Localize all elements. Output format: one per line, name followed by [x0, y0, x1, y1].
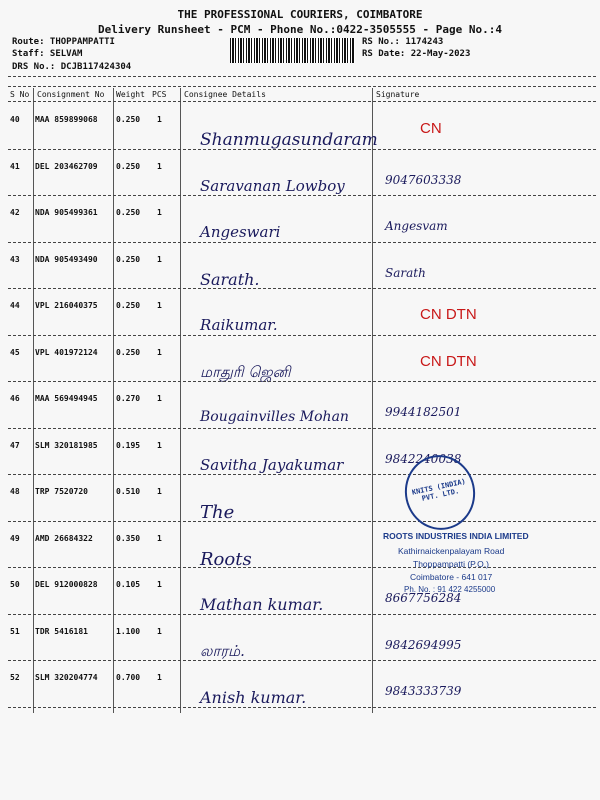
column-rule	[113, 88, 114, 713]
row-consignee-handwritten: மாதுரி ஜெனி	[200, 362, 291, 381]
row-divider	[8, 474, 596, 475]
row-consignment-no: TDR 5416181	[35, 626, 88, 636]
header-pcs: PCS	[152, 90, 167, 99]
header-weight: Weight	[116, 90, 145, 99]
row-pcs: 1	[157, 301, 162, 310]
row-consignment-no: VPL 216040375	[35, 301, 98, 310]
row-signature-handwritten: 9843333739	[385, 684, 462, 698]
row-sno: 47	[10, 440, 20, 450]
column-rule	[33, 88, 34, 713]
row-signature-handwritten: 9944182501	[385, 405, 462, 419]
row-weight: 0.250	[116, 161, 141, 171]
row-divider	[8, 614, 596, 615]
row-consignment-no: MAA 859899068	[35, 115, 98, 124]
row-sno: 50	[10, 580, 20, 589]
row-sno: 41	[10, 161, 20, 171]
row-weight: 0.250	[116, 115, 141, 124]
row-sno: 43	[10, 254, 20, 264]
route-label: Route: THOPPAMPATTI	[12, 37, 115, 47]
row-pcs: 1	[157, 533, 162, 543]
stamp-address-1: Kathirnaickenpalayam Road	[398, 546, 505, 556]
row-divider	[8, 288, 596, 289]
row-consignee-handwritten: Saravanan Lowboy	[200, 176, 345, 195]
column-rule	[180, 88, 181, 713]
row-consignee-handwritten: லாரம்.	[200, 641, 245, 660]
runsheet-subtitle: Delivery Runsheet - PCM - Phone No.:0422-3505555 - Page No.:4	[98, 23, 502, 36]
row-sno: 51	[10, 626, 20, 636]
row-consignee-handwritten: Sarath.	[200, 269, 260, 289]
row-consignment-no: TRP 7520720	[35, 487, 88, 496]
row-weight: 0.350	[116, 533, 141, 543]
row-consignee-handwritten: Mathan kumar.	[200, 595, 324, 614]
row-consignee-handwritten: Shanmugasundaram	[200, 130, 378, 150]
row-sno: 46	[10, 394, 20, 403]
row-weight: 0.250	[116, 301, 141, 310]
stamp-company: ROOTS INDUSTRIES INDIA LIMITED	[383, 531, 529, 541]
header-signature: Signature	[376, 90, 420, 99]
row-weight: 1.100	[116, 626, 141, 636]
row-divider	[8, 335, 596, 336]
row-divider	[8, 707, 596, 708]
row-pcs: 1	[157, 673, 162, 682]
drs-number: DRS No.: DCJB117424304	[12, 62, 132, 72]
row-pcs: 1	[157, 208, 162, 217]
row-consignment-no: MAA 569494945	[35, 394, 98, 403]
row-weight: 0.105	[116, 580, 141, 589]
row-consignment-no: NDA 905499361	[35, 208, 98, 217]
row-pcs: 1	[157, 254, 162, 264]
row-consignment-no: DEL 912000828	[35, 580, 98, 589]
header-consignee: Consignee Details	[184, 90, 266, 99]
row-signature-handwritten: 8667756284	[385, 591, 462, 605]
row-pcs: 1	[157, 487, 162, 496]
row-signature-handwritten: 9047603338	[385, 172, 462, 187]
row-sno: 42	[10, 208, 20, 217]
row-sno: 52	[10, 673, 20, 682]
seal-text: KNITS (INDIA) PVT. LTD.	[411, 477, 467, 503]
row-sno: 45	[10, 347, 20, 357]
row-divider	[8, 195, 596, 196]
row-consignment-no: VPL 401972124	[35, 347, 98, 357]
row-weight: 0.510	[116, 487, 141, 496]
row-signature-handwritten: 9842694995	[385, 637, 462, 652]
rs-date: RS Date: 22-May-2023	[362, 49, 471, 59]
row-divider	[8, 381, 596, 382]
row-sno: 40	[10, 115, 20, 124]
row-divider	[8, 567, 596, 568]
stamp-address-2: Thoppampatti (P.O.)	[413, 559, 489, 569]
row-divider	[8, 242, 596, 243]
row-consignee-handwritten: Anish kumar.	[200, 688, 307, 707]
row-consignment-no: SLM 320181985	[35, 440, 98, 450]
row-signature-handwritten: 9842240038	[385, 451, 462, 466]
row-pcs: 1	[157, 440, 162, 450]
row-weight: 0.250	[116, 254, 141, 264]
row-weight: 0.270	[116, 394, 141, 403]
row-consignment-no: SLM 320204774	[35, 673, 98, 682]
company-title: THE PROFESSIONAL COURIERS, COIMBATORE	[177, 8, 423, 21]
row-consignee-handwritten: Savitha Jayakumar	[200, 455, 344, 474]
row-weight: 0.250	[116, 347, 141, 357]
row-consignment-no: NDA 905493490	[35, 254, 98, 264]
row-signature-handwritten: Angesvam	[385, 219, 448, 233]
row-consignee-handwritten: Angeswari	[200, 223, 281, 241]
row-consignee-handwritten: Roots	[200, 548, 252, 570]
row-weight: 0.700	[116, 673, 141, 682]
row-sno: 48	[10, 487, 20, 496]
row-pcs: 1	[157, 626, 162, 636]
divider	[8, 86, 596, 87]
row-pcs: 1	[157, 115, 162, 124]
stamp-phone: Ph. No. : 91 422 4255000	[404, 585, 496, 594]
row-signature-handwritten: Sarath	[385, 265, 426, 280]
row-divider	[8, 660, 596, 661]
row-pcs: 1	[157, 394, 162, 403]
divider	[8, 76, 596, 77]
barcode	[230, 38, 355, 63]
staff-label: Staff: SELVAM	[12, 49, 83, 59]
row-pcs: 1	[157, 347, 162, 357]
row-weight: 0.250	[116, 208, 141, 217]
column-rule	[372, 88, 373, 713]
row-divider	[8, 521, 596, 522]
row-consignee-handwritten: The	[200, 502, 235, 523]
stamp-address-3: Coimbatore - 641 017	[410, 572, 493, 582]
rs-number: RS No.: 1174243	[362, 37, 444, 47]
row-pcs: 1	[157, 161, 162, 171]
row-undelivered-mark: CN	[420, 120, 442, 137]
row-pcs: 1	[157, 580, 162, 589]
row-divider	[8, 149, 596, 150]
row-sno: 49	[10, 533, 20, 543]
row-undelivered-mark: CN DTN	[420, 306, 477, 323]
row-sno: 44	[10, 301, 20, 310]
row-consignee-handwritten: Bougainvilles Mohan	[200, 409, 349, 425]
row-consignment-no: AMD 26684322	[35, 533, 93, 543]
row-weight: 0.195	[116, 440, 141, 450]
row-undelivered-mark: CN DTN	[420, 352, 477, 370]
header-sno: S No	[10, 90, 30, 99]
row-consignee-handwritten: Raikumar.	[200, 316, 278, 334]
row-consignment-no: DEL 203462709	[35, 161, 98, 171]
divider	[8, 101, 596, 102]
header-consignment: Consignment No	[37, 90, 105, 99]
row-divider	[8, 428, 596, 429]
